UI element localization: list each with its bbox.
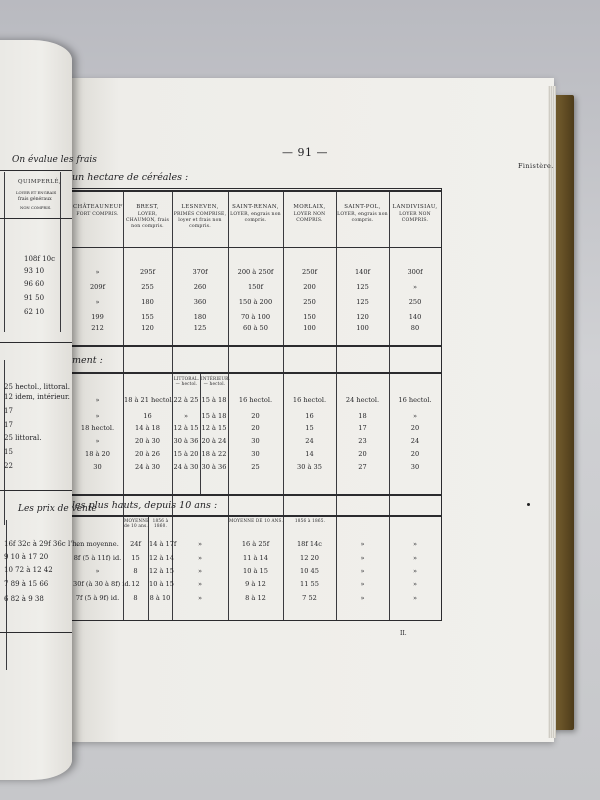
left-row1: 93 10	[24, 267, 45, 275]
section2-title: ment :	[72, 355, 103, 366]
section2-cell: 12 à 15	[173, 424, 199, 432]
section3-cell: 7 52	[302, 594, 317, 602]
section2-cell: 15	[305, 424, 314, 432]
section2-cell: 30	[93, 463, 102, 471]
section3-cell: 8	[133, 567, 138, 575]
section1-cell: 150 à 200	[238, 298, 273, 306]
left-vrule	[4, 172, 5, 332]
section2-cell: 30	[251, 450, 260, 458]
section2-cell: 30	[410, 463, 420, 471]
section1-title: un hectare de céréales :	[72, 172, 189, 183]
section2-top-rule	[72, 345, 441, 347]
section3-cell: 12 à 14	[149, 554, 174, 562]
section2-cell: 14 à 18	[135, 424, 160, 432]
section3-cell: 8	[133, 594, 138, 602]
column-sub: LOYER, engrais non compris.	[337, 212, 388, 223]
section3-cell: »	[412, 540, 418, 548]
section-title: Finistère.	[518, 162, 554, 170]
section3-cell: 10 45	[300, 567, 319, 575]
left-row3: 16f 32c à 29f 36c l'h.	[4, 540, 79, 548]
section2-cell: 20	[358, 450, 367, 458]
section3-cell: »	[360, 594, 365, 602]
section1-cell: 155	[141, 313, 154, 321]
left-row2: 17	[4, 421, 13, 429]
section1-cell: 150f	[247, 283, 264, 291]
section3-cell: »	[412, 567, 418, 575]
section1-cell: 140f	[354, 268, 371, 276]
section1-cell: 180	[193, 313, 207, 321]
section2-cell: 15 à 20	[173, 450, 199, 458]
section2-cell: 12 à 15	[201, 424, 227, 432]
column-header	[337, 204, 388, 224]
section1-cell: 250	[303, 298, 316, 306]
section1-top-rule	[72, 190, 441, 192]
section2-cell: 18	[358, 412, 367, 420]
section1-cell: »	[412, 283, 418, 291]
section3-cell: »	[412, 554, 418, 562]
section2-cell: 18 à 22	[201, 450, 227, 458]
footer-mark: II.	[400, 630, 407, 637]
section2-subhead: LITTORAL. — hectol.	[173, 376, 200, 386]
section3-cell: »	[197, 554, 203, 562]
section1-cell: 212	[91, 324, 104, 332]
section2-cell: 15 à 18	[201, 396, 227, 404]
section3-cell: 15	[131, 554, 140, 562]
left-rule-3	[0, 490, 72, 491]
left-col-sub3: NON COMPRIS.	[20, 205, 52, 210]
section2-cell: 15 à 18	[201, 412, 227, 420]
column-sub: LOYER NON COMPRIS.	[399, 212, 431, 223]
section3-body-rule	[72, 515, 441, 517]
left-row1: 96 60	[24, 280, 45, 288]
column-header	[284, 204, 335, 224]
section3-cell: »	[412, 594, 418, 602]
column-header	[390, 204, 440, 224]
column-header	[73, 204, 122, 218]
section3-cell: 10 à 15	[149, 580, 174, 588]
section3-cell: en moyenne.	[76, 540, 119, 548]
section3-cell: 10 à 15	[243, 567, 268, 575]
column-name: LANDIVISIAU,	[392, 204, 438, 210]
left-vrule-2	[60, 172, 61, 332]
section1-cell: »	[95, 268, 100, 276]
section3-cell: 12 20	[300, 554, 319, 562]
section3-cell: 14 à 17f	[149, 540, 177, 548]
section2-cell: 20 à 30	[135, 437, 160, 445]
section2-cell: 18 à 21 hectol.	[124, 396, 174, 404]
section3-title: les plus hauts, depuis 10 ans :	[72, 500, 218, 511]
section1-cell: 300f	[407, 268, 423, 276]
left-rule-top	[0, 170, 72, 171]
section2-cell: 16	[305, 412, 314, 420]
section3-cell: 8 à 12	[245, 594, 266, 602]
left-heading1: On évalue les frais	[12, 155, 97, 165]
left-col-sub2: frais généraux	[18, 197, 52, 202]
section2-cell: 16 hectol.	[292, 396, 327, 404]
section3-cell: 7f (5 à 9f) id.	[75, 594, 120, 602]
section1-cell: 100	[303, 324, 316, 332]
section2-cell: »	[95, 437, 100, 445]
left-rule-bottom	[0, 632, 72, 633]
left-row2: 17	[4, 407, 13, 415]
section3-subhead: 1856 à 1860.	[152, 518, 169, 528]
section2-cell: 24	[410, 437, 420, 445]
page-number: — 91 —	[282, 146, 328, 159]
section3-cell: 30f (à 30 à 8f) id.	[73, 580, 131, 588]
section1-cell: 200	[303, 283, 316, 291]
column-sub: PRIMÉS COMPRISE, loyer et frais non compris.	[173, 212, 227, 229]
section2-cell: 30 à 36	[173, 437, 199, 445]
section1-cell: 100	[356, 324, 369, 332]
section1-cell: 125	[356, 298, 369, 306]
section1-cell: 140	[408, 313, 422, 321]
column-name: CHÂTEAUNEUF	[73, 204, 123, 210]
section2-cell: 24 hectol.	[345, 396, 380, 404]
section1-cell: 80	[410, 324, 420, 332]
section1-cell: 250f	[301, 268, 318, 276]
section2-cell: 20 à 26	[135, 450, 160, 458]
column-sub: LOYER, CHAUMON, frais non compris.	[125, 212, 170, 229]
section3-cell: 16 à 25f	[241, 540, 270, 548]
left-row2: 22	[4, 462, 13, 470]
section2-cell: 16	[143, 412, 152, 420]
section2-cell: 20	[410, 424, 420, 432]
section2-cell: »	[95, 396, 100, 404]
section2-cell: 24	[305, 437, 314, 445]
section1-cell: 370f	[192, 268, 208, 276]
section1-cell: 250	[408, 298, 422, 306]
section1-cell: 125	[193, 324, 207, 332]
column-sub: LOYER, engrais non compris.	[230, 212, 281, 223]
left-row2: 25 hectol., littoral.	[4, 383, 70, 391]
column-name: SAINT-POL,	[344, 204, 381, 210]
section2-subhead: INTÉRIEUR. — hectol.	[201, 376, 231, 386]
section2-cell: 24 à 30	[173, 463, 199, 471]
column-sub: LOYER NON COMPRIS.	[293, 212, 326, 223]
section2-cell: 25	[251, 463, 260, 471]
section2-cell: 27	[358, 463, 367, 471]
section2-cell: 23	[358, 437, 367, 445]
section2-cell: 30	[251, 437, 260, 445]
left-row2: 12 idem, intérieur.	[4, 393, 70, 401]
column-name: BREST,	[136, 204, 159, 210]
section3-cell: »	[360, 554, 365, 562]
section3-cell: »	[197, 540, 203, 548]
section3-cell: »	[197, 594, 203, 602]
lesneven-split-rule	[200, 372, 201, 494]
section1-cell: 255	[141, 283, 154, 291]
section2-body-rule	[72, 372, 441, 374]
left-rule-mid	[0, 218, 72, 219]
section1-cell: 120	[141, 324, 154, 332]
section1-cell: 60 à 50	[243, 324, 268, 332]
section2-cell: 24 à 30	[135, 463, 160, 471]
section2-cell: 20	[251, 412, 260, 420]
left-row1: 91 50	[24, 294, 45, 302]
column-name: LESNEVEN,	[181, 204, 219, 210]
section3-subhead: MOYENNE de 10 ans.	[124, 518, 150, 528]
section3-top-rule	[72, 494, 441, 496]
header-bottom-rule	[72, 247, 441, 248]
column-header	[124, 204, 171, 230]
section1-cell: 360	[193, 298, 207, 306]
section3-cell: »	[360, 540, 365, 548]
section1-cell: 125	[356, 283, 369, 291]
section1-cell: »	[95, 298, 100, 306]
section1-cell: 209f	[89, 283, 106, 291]
left-col-sub1: LOYER ET ENGRAIS	[16, 190, 57, 195]
section3-cell: »	[360, 567, 365, 575]
section2-cell: 30 à 35	[297, 463, 322, 471]
page-edges	[548, 86, 556, 738]
section2-cell: 16 hectol.	[238, 396, 273, 404]
section3-cell: »	[197, 580, 203, 588]
section1-cell: 199	[91, 313, 104, 321]
section2-cell: »	[183, 412, 189, 420]
section3-cell: 11 55	[300, 580, 319, 588]
left-row3: 7 89 à 15 66	[4, 580, 49, 588]
left-row3: 10 72 à 12 42	[4, 566, 53, 574]
section3-subhead: 1856 à 1865.	[294, 518, 326, 523]
section1-cell: 150	[303, 313, 316, 321]
section2-cell: 14	[305, 450, 314, 458]
section2-cell: 20	[410, 450, 420, 458]
section1-cell: 70 à 100	[240, 313, 271, 321]
section2-cell: 22 à 25	[173, 396, 199, 404]
section2-cell: 20 à 24	[201, 437, 227, 445]
section3-cell: 18f 14c	[296, 540, 322, 548]
section2-cell: »	[95, 412, 100, 420]
section3-cell: »	[197, 567, 203, 575]
column-name: MORLAIX,	[293, 204, 326, 210]
section3-cell: 12 à 15	[149, 567, 174, 575]
section2-cell: 18 hectol.	[80, 424, 115, 432]
section3-subhead: MOYENNE DE 10 ANS.	[229, 518, 284, 523]
column-sub: FORT COMPRIS.	[76, 212, 119, 217]
section3-cell: »	[95, 567, 100, 575]
left-row1: 108f 10c	[24, 255, 56, 263]
left-rule-2	[0, 342, 72, 343]
section2-cell: 20	[251, 424, 260, 432]
page-header	[60, 146, 554, 170]
section3-cell: 8 à 10	[149, 594, 171, 602]
section2-cell: »	[412, 412, 418, 420]
column-name: SAINT-RENAN,	[232, 204, 279, 210]
left-row2: 15	[4, 448, 13, 456]
section3-cell: »	[360, 580, 365, 588]
section1-cell: 120	[356, 313, 369, 321]
section3-cell: »	[412, 580, 418, 588]
section1-cell: 295f	[139, 268, 156, 276]
section3-cell: 9 à 12	[245, 580, 266, 588]
section3-cell: 11 à 14	[243, 554, 268, 562]
section1-cell: 180	[141, 298, 154, 306]
left-row3: 9 10 à 17 20	[4, 553, 49, 561]
column-header	[173, 204, 227, 230]
section3-cell: 24f	[130, 540, 141, 548]
section1-cell: 260	[193, 283, 207, 291]
left-row3: 6 82 à 9 38	[4, 595, 44, 603]
section2-cell: 30 à 36	[201, 463, 227, 471]
section3-cell: 12	[131, 580, 140, 588]
section2-cell: 18 à 20	[85, 450, 110, 458]
left-row2: 25 littoral.	[4, 434, 42, 442]
left-col-name: QUIMPERLÉ,	[18, 179, 62, 185]
section2-cell: 17	[358, 424, 367, 432]
section2-cell: 16 hectol.	[398, 396, 432, 404]
section1-cell: 200 à 250f	[237, 268, 274, 276]
ink-dot	[527, 503, 530, 506]
column-header	[229, 204, 282, 224]
left-row1: 62 10	[24, 308, 45, 316]
left-heading3: Les prix de vente	[18, 504, 97, 514]
section3-cell: 8f (5 à 11f) id.	[73, 554, 122, 562]
